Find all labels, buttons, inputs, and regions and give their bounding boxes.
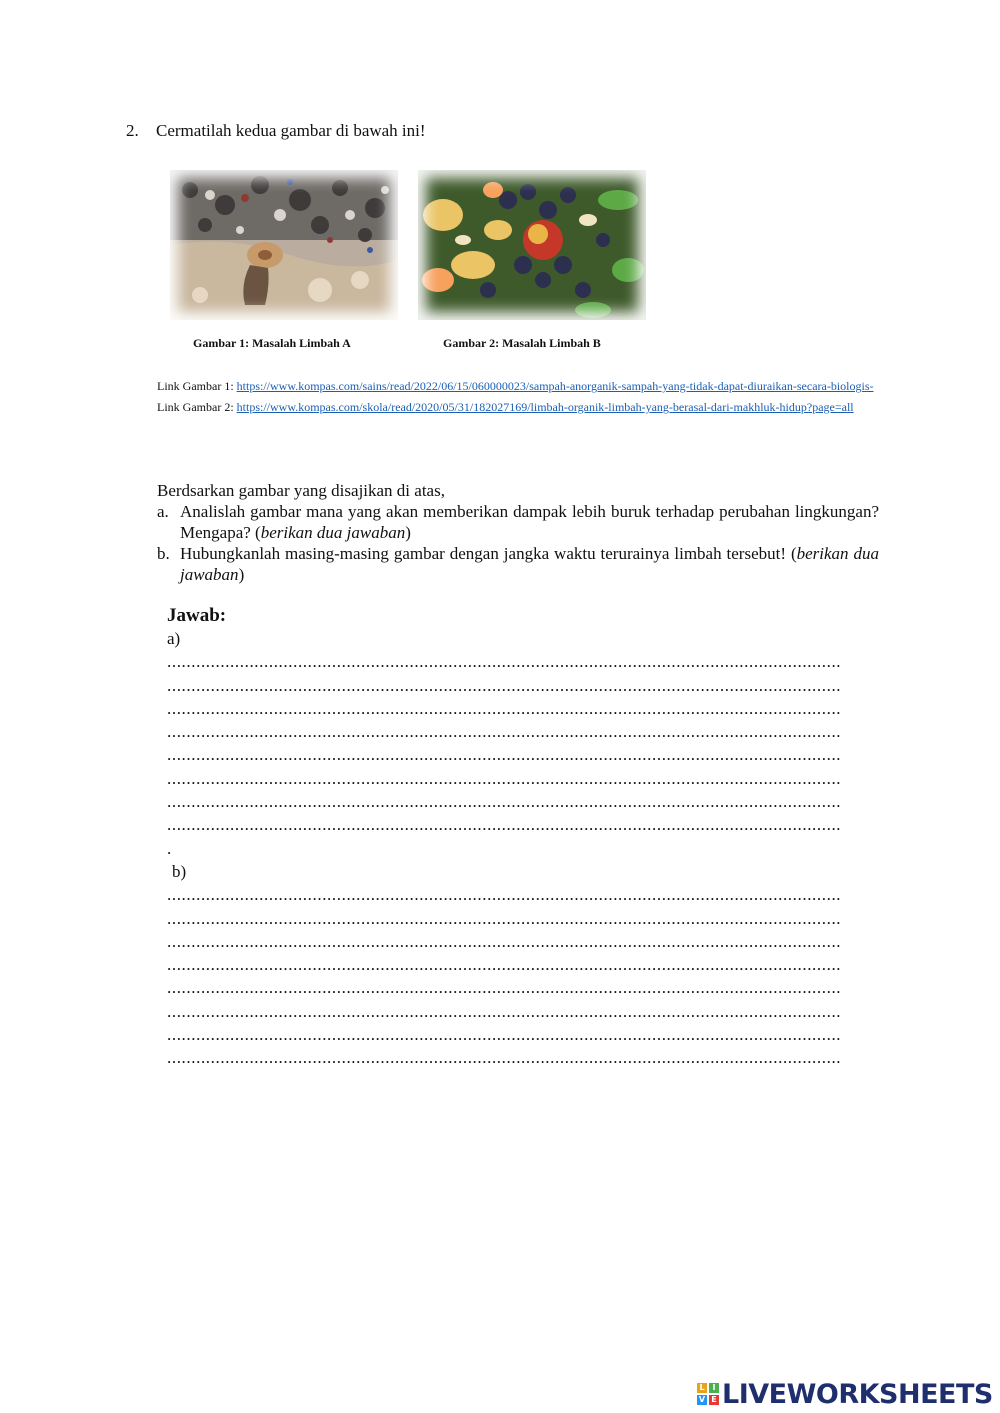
answer-line-b-1[interactable]: ........................................................................................................................................... bbox=[167, 885, 842, 905]
brand-logo-icon bbox=[697, 1383, 719, 1405]
answer-line-a-1[interactable]: ........................................................................................................................................... bbox=[167, 652, 842, 672]
liveworksheets-brand bbox=[697, 1378, 993, 1410]
answer-line-a-6[interactable]: ........................................................................................................................................... bbox=[167, 768, 842, 788]
answer-line-b-7[interactable]: ........................................................................................................................................... bbox=[167, 1025, 842, 1045]
answer-line-a-3[interactable]: ........................................................................................................................................... bbox=[167, 698, 842, 718]
image-organic-waste bbox=[418, 170, 646, 320]
prompt-b-main: Hubungkanlah masing-masing gambar dengan jangka waktu terurainya limbah tersebut! ( bbox=[180, 544, 797, 563]
answer-line-a-4[interactable]: ........................................................................................................................................... bbox=[167, 722, 842, 742]
prompt-item-a bbox=[157, 501, 879, 543]
question-number: 2. bbox=[126, 121, 139, 140]
answer-label-a: a) bbox=[167, 629, 181, 648]
answer-line-a-5[interactable]: ........................................................................................................................................... bbox=[167, 745, 842, 765]
prompt-text-b bbox=[180, 543, 879, 585]
answer-line-b-2[interactable]: ........................................................................................................................................... bbox=[167, 908, 842, 928]
caption-image-1: Gambar 1: Masalah Limbah A bbox=[193, 336, 351, 350]
prompt-b-italic: berikan dua jawaban bbox=[180, 544, 879, 584]
prompt-a-close: ) bbox=[405, 523, 411, 542]
link-image-2[interactable]: https://www.kompas.com/skola/read/2020/05/31/182027169/limbah-organik-limbah-yang-berasal-dari-makhluk-hidup?page=all bbox=[236, 400, 854, 414]
link-row-1 bbox=[157, 376, 887, 397]
question-instruction: Cermatilah kedua gambar di bawah ini! bbox=[156, 121, 426, 140]
answer-title: Jawab: bbox=[167, 605, 227, 626]
link-label-2: Link Gambar 2: bbox=[157, 400, 234, 414]
brand-logo-letter: L bbox=[697, 1383, 707, 1393]
answer-stray-dot: . bbox=[167, 838, 172, 858]
answer-line-b-8[interactable]: ........................................................................................................................................... bbox=[167, 1048, 842, 1068]
prompt-a-main: Analislah gambar mana yang akan memberikan dampak lebih buruk terhadap perubahan lingkungan? Mengapa? ( bbox=[180, 502, 879, 542]
answer-line-b-4[interactable]: ........................................................................................................................................... bbox=[167, 955, 842, 975]
link-row-2 bbox=[157, 397, 887, 418]
brand-logo-letter: E bbox=[709, 1395, 719, 1405]
brand-logo-letter: I bbox=[709, 1383, 719, 1393]
prompt-text-a bbox=[180, 501, 879, 543]
link-image-1[interactable]: https://www.kompas.com/sains/read/2022/06/15/060000023/sampah-anorganik-sampah-yang-tidak-dapat-diuraikan-secara-biologis- bbox=[236, 379, 874, 393]
answer-line-b-6[interactable]: ........................................................................................................................................... bbox=[167, 1001, 842, 1021]
answer-line-a-7[interactable]: ........................................................................................................................................... bbox=[167, 792, 842, 812]
prompt-item-b bbox=[157, 543, 879, 585]
answer-label-b: b) bbox=[172, 861, 187, 881]
caption-image-2: Gambar 2: Masalah Limbah B bbox=[443, 336, 601, 350]
link-label-1: Link Gambar 1: bbox=[157, 379, 234, 393]
answer-line-a-2[interactable]: ........................................................................................................................................... bbox=[167, 675, 842, 695]
brand-logo-letter: V bbox=[698, 1395, 706, 1404]
image-landfill-waste bbox=[170, 170, 398, 320]
answer-line-a-8[interactable]: ........................................................................................................................................... bbox=[167, 815, 842, 835]
answer-line-b-5[interactable]: ........................................................................................................................................... bbox=[167, 978, 842, 998]
prompt-marker-b: b. bbox=[157, 544, 170, 563]
prompt-a-italic: berikan dua jawaban bbox=[260, 523, 406, 542]
prompt-b-close: ) bbox=[238, 565, 245, 584]
answer-line-b-3[interactable]: ........................................................................................................................................... bbox=[167, 931, 842, 951]
prompt-marker-a: a. bbox=[157, 502, 169, 521]
image-links bbox=[157, 376, 887, 418]
prompt-intro: Berdsarkan gambar yang disajikan di atas, bbox=[157, 481, 445, 500]
answer-section bbox=[167, 605, 879, 1070]
question-prompt bbox=[157, 480, 879, 585]
brand-name: LIVEWORKSHEETS bbox=[722, 1378, 993, 1410]
